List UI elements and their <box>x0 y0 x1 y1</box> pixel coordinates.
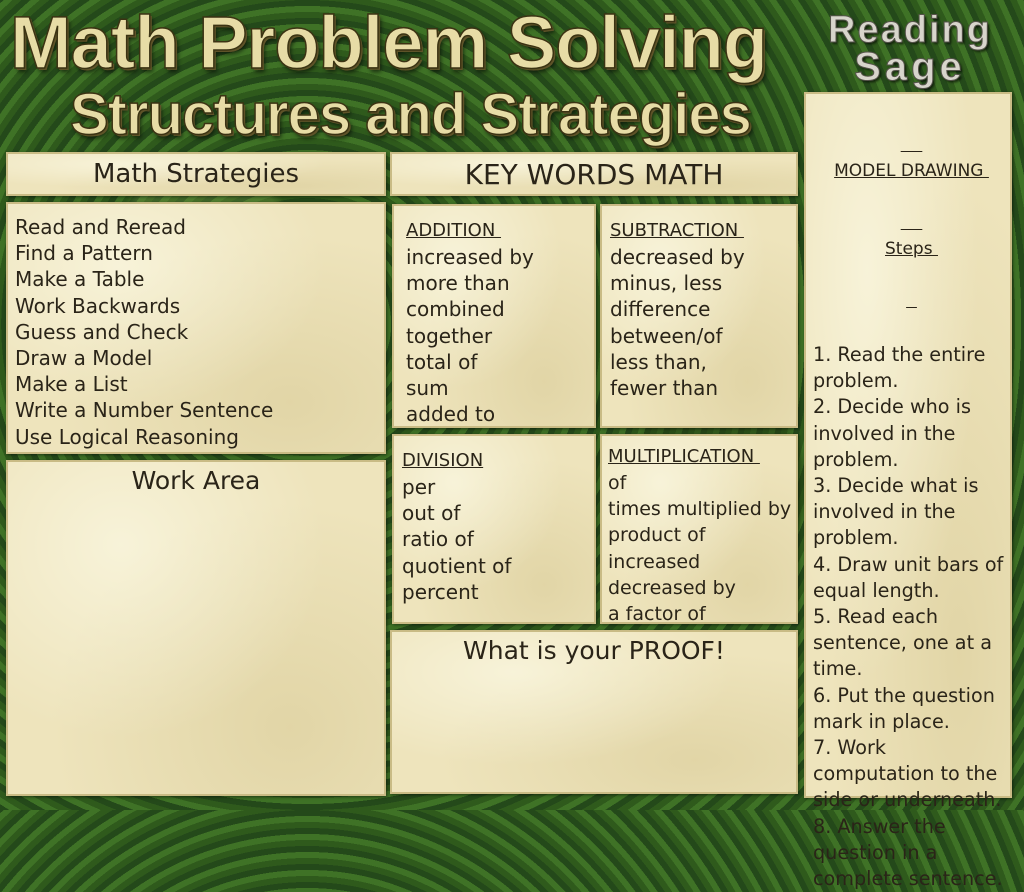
strategy-item: Guess and Check <box>15 319 189 344</box>
keyword-item: fewer than <box>610 376 719 401</box>
strategy-item: Make a Table <box>15 267 145 292</box>
key-words-header <box>390 152 798 196</box>
step-line: involved in the <box>813 421 956 445</box>
step-line: computation to the <box>813 762 998 786</box>
step-line: complete sentence. <box>813 867 1003 891</box>
model-drawing-title <box>813 106 1010 314</box>
step-line: 5. Read each <box>813 605 938 629</box>
division-title: DIVISION <box>402 450 484 471</box>
step-line: side or underneath. <box>813 788 1002 812</box>
strategy-item: Work Backwards <box>15 293 181 318</box>
subtraction-list <box>610 244 796 401</box>
key-words-heading: KEY WORDS MATH <box>464 157 724 191</box>
keyword-item: percent <box>402 579 479 604</box>
model-drawing-title-line-1: MODEL DRAWING <box>834 161 989 181</box>
keyword-item: of <box>608 472 627 494</box>
keyword-item: total of <box>406 349 478 374</box>
step-line: problem. <box>813 369 899 393</box>
step-line: sentence, one at a <box>813 631 992 655</box>
step-line: mark in place. <box>813 709 950 733</box>
step-line: 6. Put the question <box>813 683 995 707</box>
division-panel <box>392 434 596 624</box>
proof-panel <box>390 630 798 794</box>
subtraction-title: SUBTRACTION <box>610 220 744 241</box>
strategy-list <box>15 214 384 450</box>
keyword-item: per <box>402 475 436 499</box>
model-drawing-title-line-2: Steps <box>885 239 938 259</box>
keyword-item: sum <box>406 376 449 401</box>
strategy-item: Use Logical Reasoning <box>15 424 239 449</box>
keyword-item: decreased by <box>610 245 745 269</box>
proof-heading: What is your PROOF! <box>463 636 725 665</box>
addition-list <box>406 244 594 427</box>
step-line: time. <box>813 657 863 681</box>
multiplication-list <box>608 470 796 627</box>
keyword-item: increased <box>608 550 701 573</box>
step-line: 2. Decide who is <box>813 395 971 419</box>
step-line: 3. Decide what is <box>813 474 979 498</box>
step-line: problem. <box>813 447 899 471</box>
keyword-item: between/of <box>610 323 723 348</box>
keyword-item: ratio of <box>402 527 474 552</box>
keyword-item: more than <box>406 271 510 296</box>
page-title: Math Problem Solving <box>10 1 768 84</box>
math-strategies-panel <box>6 202 386 454</box>
work-area-panel <box>6 460 386 796</box>
division-list <box>402 474 594 605</box>
page-subtitle: Structures and Strategies <box>70 82 751 147</box>
strategy-item: Read and Reread <box>15 215 186 239</box>
math-strategies-heading: Math Strategies <box>92 159 300 189</box>
step-line: 1. Read the entire <box>813 343 986 366</box>
brand-line-1: Reading <box>828 9 992 51</box>
step-line: 7. Work <box>813 736 886 760</box>
step-line: problem. <box>813 526 899 550</box>
strategy-item: Make a List <box>15 372 128 397</box>
multiplication-title: MULTIPLICATION <box>608 446 760 467</box>
step-line: question in a <box>813 840 938 864</box>
keyword-item: less than, <box>610 349 707 374</box>
brand-line-2: Sage <box>854 45 966 90</box>
keyword-item: quotient of <box>402 553 512 578</box>
keyword-item: increased by <box>406 245 534 269</box>
keyword-item: added to <box>406 402 496 427</box>
keyword-item: difference <box>610 297 711 322</box>
keyword-item: a factor of <box>608 603 706 626</box>
step-line: 8. Answer the <box>813 814 946 838</box>
work-area-heading: Work Area <box>131 466 261 495</box>
brand-logo <box>810 9 1010 90</box>
addition-panel <box>392 204 596 428</box>
strategy-item: Draw a Model <box>15 346 153 371</box>
addition-title: ADDITION <box>406 220 502 241</box>
strategy-item: Find a Pattern <box>15 241 153 266</box>
keyword-item: combined <box>406 297 505 322</box>
math-strategies-header <box>6 152 386 196</box>
multiplication-panel <box>600 434 798 624</box>
keyword-item: product of <box>608 524 706 547</box>
keyword-item: together <box>406 323 493 348</box>
strategy-item: Write a Number Sentence <box>15 398 274 423</box>
subtraction-panel <box>600 204 798 428</box>
step-line: equal length. <box>813 578 940 602</box>
step-line: 4. Draw unit bars of <box>813 552 1004 576</box>
keyword-item: decreased by <box>608 576 736 599</box>
model-drawing-panel <box>804 92 1012 891</box>
keyword-item: times multiplied by <box>608 498 792 521</box>
keyword-item: out of <box>402 501 461 526</box>
step-line: involved in the <box>813 500 956 524</box>
keyword-item: minus, less <box>610 271 723 296</box>
